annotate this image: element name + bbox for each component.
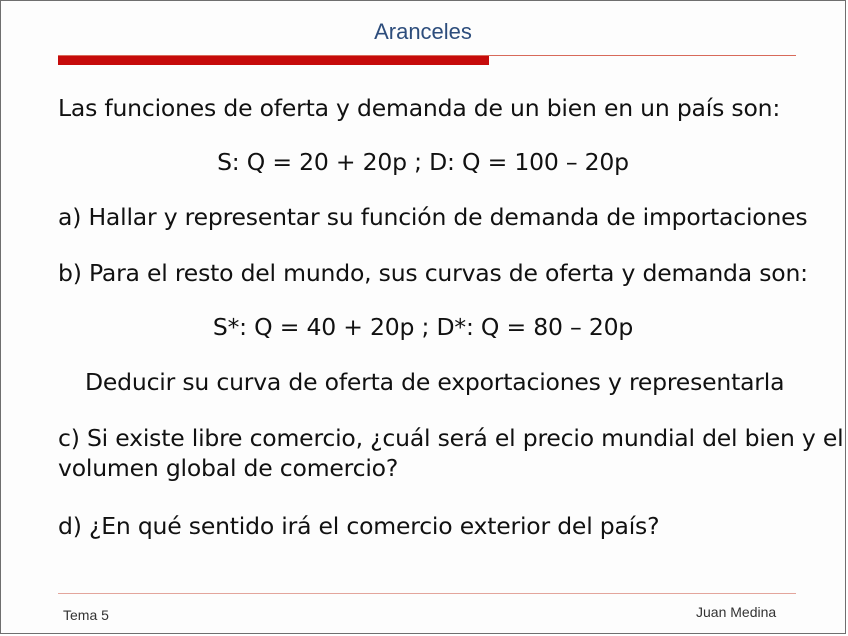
equation-domestic: S: Q = 20 + 20p ; D: Q = 100 – 20p: [217, 148, 629, 176]
footer-author: Juan Medina: [696, 604, 777, 620]
question-b: b) Para el resto del mundo, sus curvas de oferta y demanda son:: [58, 259, 808, 287]
question-a: a) Hallar y representar su función de demanda de importaciones: [58, 203, 808, 231]
question-d: d) ¿En qué sentido irá el comercio exterior del país?: [58, 512, 660, 540]
question-b-deduce: Deducir su curva de oferta de exportaciones y representarla: [85, 368, 785, 396]
footer-divider: [58, 593, 796, 594]
equation-world: S*: Q = 40 + 20p ; D*: Q = 80 – 20p: [212, 313, 634, 341]
footer-topic: Tema 5: [63, 607, 109, 623]
question-c-line1: c) Si existe libre comercio, ¿cuál será el precio mundial del bien y el: [58, 424, 844, 452]
question-c-line2: volumen global de comercio?: [58, 454, 399, 482]
slide-title: Aranceles: [374, 19, 472, 44]
title-accent-bar: [58, 56, 489, 65]
intro-text: Las funciones de oferta y demanda de un bien en un país son:: [58, 94, 781, 122]
